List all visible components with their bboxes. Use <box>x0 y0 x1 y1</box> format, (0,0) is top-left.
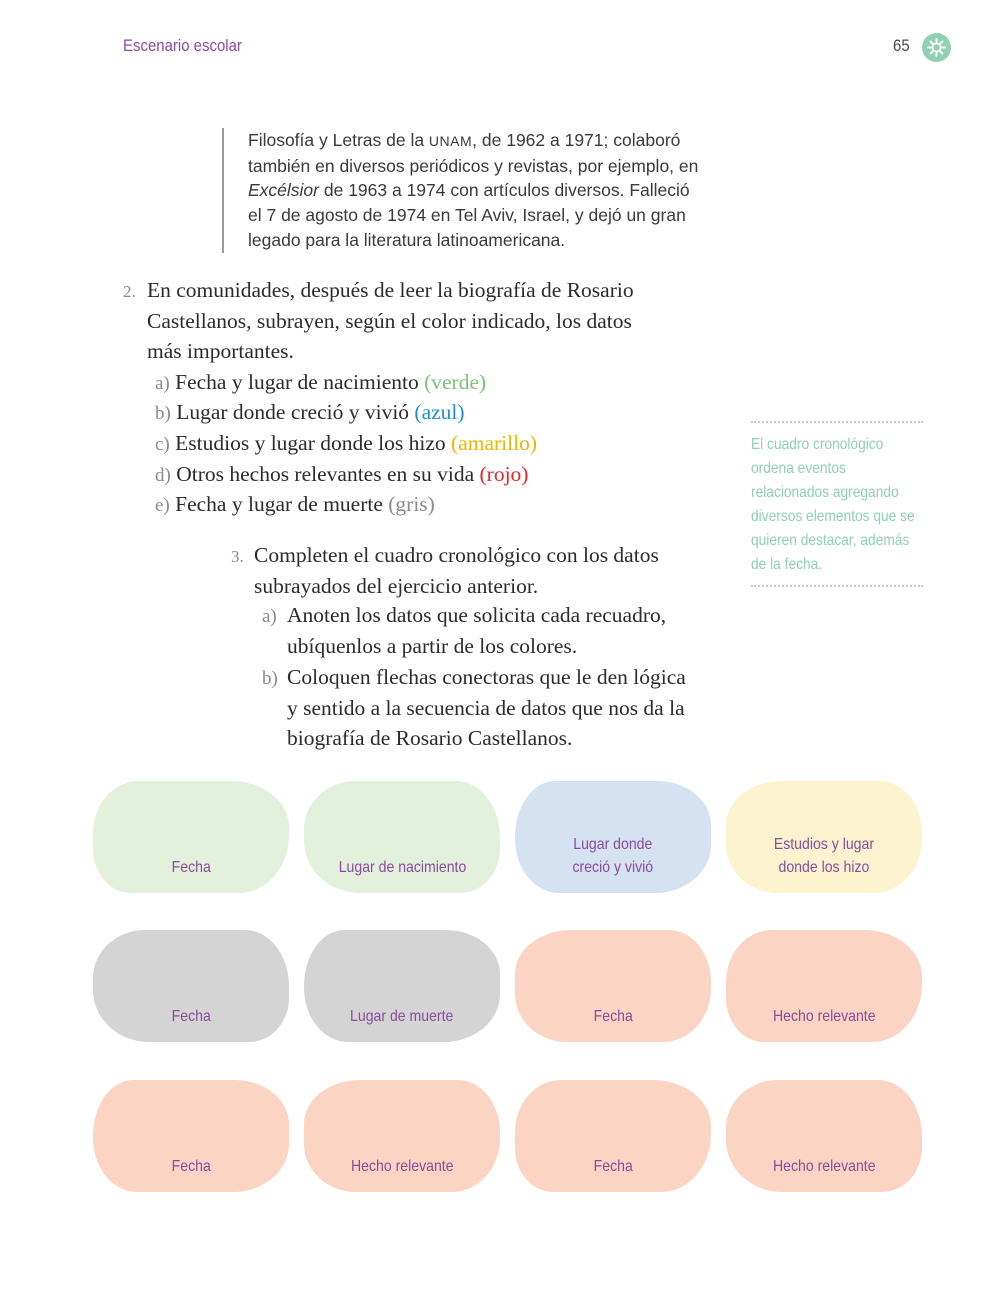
exercise-3-line: subrayados del ejercicio anterior. <box>254 573 539 598</box>
chronology-box[interactable] <box>515 781 711 893</box>
exercise-2 <box>123 275 136 308</box>
quote-line-2: también en diversos periódicos y revistas, por ejemplo, en <box>248 155 699 176</box>
exercise-3-item-b: Coloquen flechas conectoras que le den lógica y sentido a la secuencia de datos que nos da la biografía de Rosario Castellanos. <box>287 665 686 751</box>
chronology-box[interactable] <box>93 781 289 893</box>
exercise-2-item-c: c) Estudios y lugar donde los hizo (amarillo) <box>155 431 537 455</box>
chronology-box-label: Fecha <box>171 1158 211 1175</box>
chronology-box-label: Fecha <box>593 1008 633 1025</box>
chronology-box[interactable] <box>304 1080 500 1192</box>
exercise-2-item-b: b) Lugar donde creció y vivió (azul) <box>155 400 465 424</box>
exercise-number: 3. <box>231 547 244 566</box>
section-title: Escenario escolar <box>123 36 242 55</box>
chronology-box-label: Lugar de nacimiento <box>338 859 466 876</box>
exercise-2-prompt <box>147 275 634 367</box>
chronology-box-label: Estudios y lugar donde los hizo <box>773 836 875 876</box>
chronology-box-label: Hecho relevante <box>772 1008 876 1025</box>
exercise-3-item-b-letter: b) <box>262 668 278 689</box>
exercise-3-prompt <box>254 540 659 601</box>
exercise-3-line: Completen el cuadro cronológico con los datos <box>254 543 659 567</box>
chronology-box-label: Hecho relevante <box>350 1158 454 1175</box>
gear-flower-icon <box>922 33 951 62</box>
exercise-2-item-a: a) Fecha y lugar de nacimiento (verde) <box>155 370 487 394</box>
chronology-box[interactable] <box>515 930 711 1042</box>
chronology-box[interactable] <box>93 930 289 1042</box>
exercise-2-item-d: d) Otros hechos relevantes en su vida (rojo) <box>155 462 529 486</box>
chronology-box-label: Lugar donde creció y vivió <box>572 836 654 876</box>
chronology-box[interactable] <box>93 1080 289 1192</box>
quote-line-5: legado para la literatura latinoamericana. <box>248 229 566 250</box>
exercise-2-line: más importantes. <box>147 339 294 364</box>
chronology-box-label: Fecha <box>171 859 211 876</box>
chronology-box[interactable] <box>515 1080 711 1192</box>
chronology-box-label: Fecha <box>171 1008 211 1025</box>
chronology-box[interactable] <box>726 930 922 1042</box>
side-note: El cuadro cronológico ordena eventos relacionados agregando diversos elementos que se quieren destacar, además de la fecha. <box>751 421 923 587</box>
chronology-box[interactable] <box>304 930 500 1042</box>
chronology-box-label: Lugar de muerte <box>350 1008 454 1025</box>
exercise-2-line: Castellanos, subrayen, según el color indicado, los datos <box>147 308 632 333</box>
chronology-box[interactable] <box>304 781 500 893</box>
quote-line-4: el 7 de agosto de 1974 en Tel Aviv, Israel, y dejó un gran <box>248 205 686 226</box>
exercise-3-item-a-letter: a) <box>262 606 277 627</box>
exercise-3-item-a: Anoten los datos que solicita cada recuadro, ubíquenlos a partir de los colores. <box>287 603 667 658</box>
biography-excerpt <box>222 128 768 253</box>
chronology-box-label: Fecha <box>593 1158 633 1175</box>
chronology-box-label: Hecho relevante <box>772 1158 876 1175</box>
exercise-number: 2. <box>123 282 136 301</box>
page-number: 65 <box>893 36 910 55</box>
exercise-3 <box>231 540 244 573</box>
chronology-box[interactable] <box>726 781 922 893</box>
chronology-box[interactable] <box>726 1080 922 1192</box>
quote-line-3: Excélsior de 1963 a 1974 con artículos diversos. Falleció <box>248 180 690 201</box>
exercise-2-item-e: e) Fecha y lugar de muerte (gris) <box>155 492 435 516</box>
exercise-2-line: En comunidades, después de leer la biografía de Rosario <box>147 278 634 302</box>
quote-line-1: Filosofía y Letras de la UNAM, de 1962 a 1971; colaboró <box>248 130 681 150</box>
